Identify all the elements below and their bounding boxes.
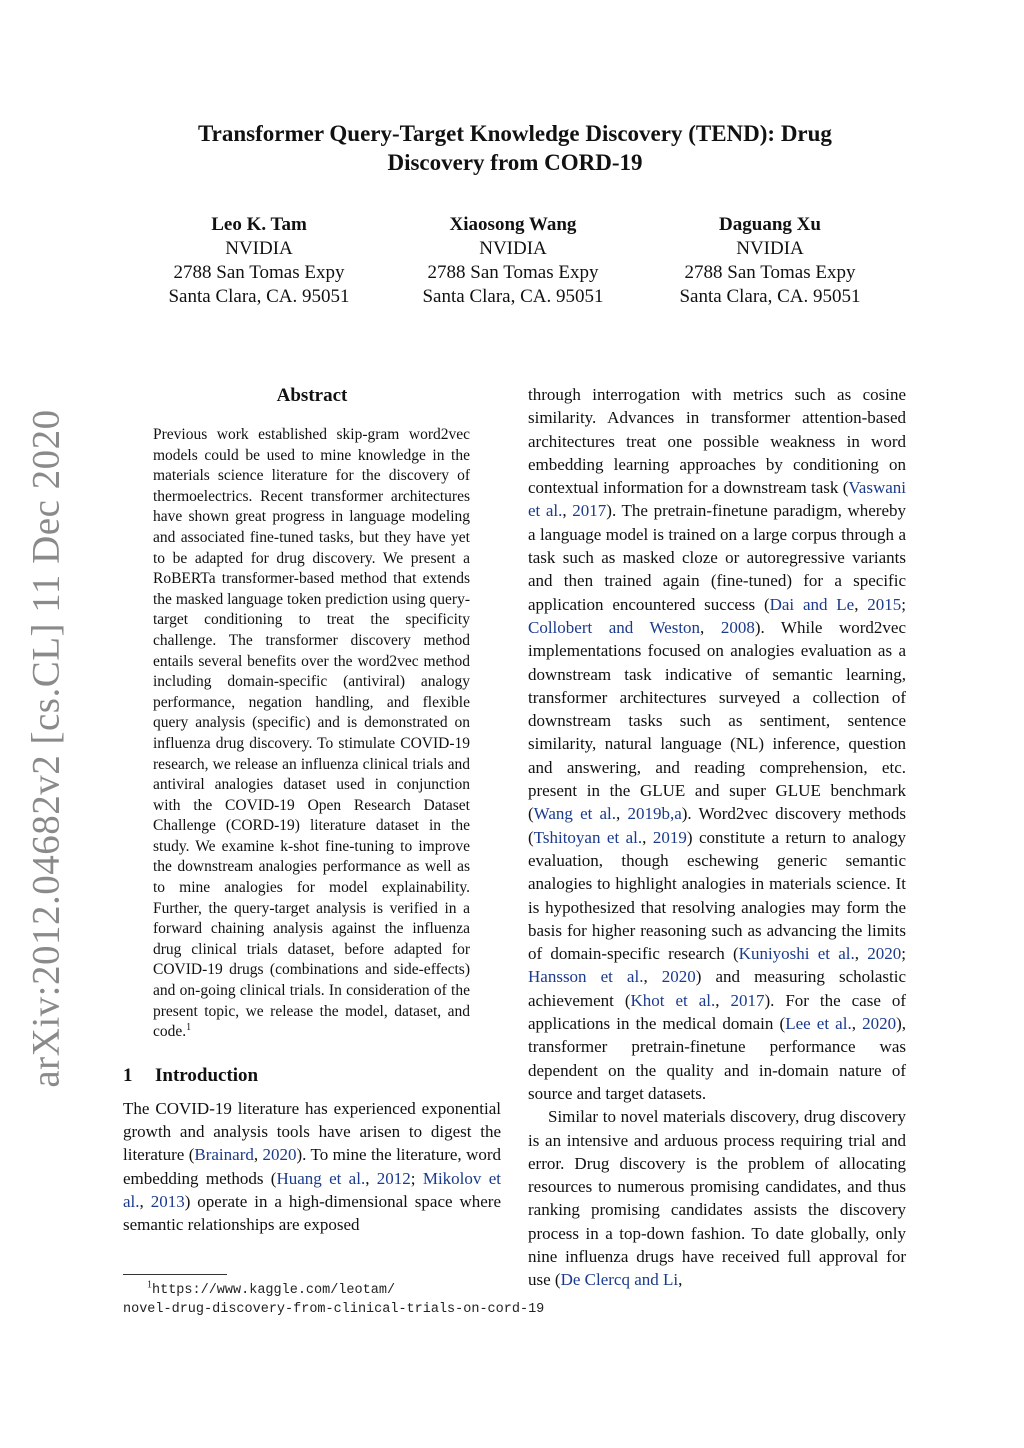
text-run: Similar to novel materials discovery, drug discovery is an intensive and arduous process requiring trial and error. Drug discovery is the problem of allocating resources to numerous promising candidates, and thus ranking promising candidates assists the discovery process in a top-down fashion. To date globally, only nine influenza drugs have received full approval for use ( <box>528 1107 906 1290</box>
text-run: , <box>643 967 662 987</box>
author-name: Daguang Xu <box>719 214 821 235</box>
footnote-divider <box>123 1274 227 1275</box>
text-run: The COVID-19 literature has experienced exponential growth and analysis tools have arisen to digest the literature ( <box>123 1098 501 1165</box>
author-block <box>0 213 1024 323</box>
text-run: ) constitute a return to analogy evaluation, though eschewing generic semantic analogies to highlight analogies in materials science. It is hypothesized that resolving analogies may form the basis for higher reasoning such as advancing the limits of domain-specific research ( <box>528 827 907 964</box>
title-line-2: Discovery from CORD-19 <box>387 150 643 175</box>
citation-link[interactable]: Lee et al. <box>785 1014 852 1034</box>
citation-link[interactable]: Tshitoyan et al. <box>533 827 643 847</box>
citation-link[interactable]: De Clercq and Li <box>560 1270 679 1290</box>
footnote-url-line-1[interactable]: https://www.kaggle.com/leotam/ <box>152 1283 396 1298</box>
text-run: ). To mine the literature, word embedding methods ( <box>123 1145 502 1188</box>
footnote-number: 1 <box>147 1279 152 1291</box>
author-2 <box>383 213 643 309</box>
text-run: ; <box>410 1168 423 1188</box>
abstract-heading: Abstract <box>276 385 348 406</box>
text-run: , <box>851 1014 863 1034</box>
left-column <box>123 383 501 1237</box>
text-run: , <box>854 594 868 614</box>
text-run: , <box>678 1270 683 1290</box>
text-run: , <box>715 990 731 1010</box>
citation-link[interactable]: Vaswani et al. <box>528 478 906 521</box>
section-number: 1 <box>123 1064 133 1086</box>
text-run: , <box>854 944 868 964</box>
arxiv-sidebar-stamp <box>22 408 70 1088</box>
text-run: ). Word2vec discovery methods ( <box>528 804 906 847</box>
author-org: NVIDIA <box>479 238 547 259</box>
citation-link[interactable]: Khot et al. <box>630 990 716 1010</box>
citation-link[interactable]: 2013 <box>150 1192 185 1211</box>
citation-link[interactable]: Kuniyoshi et al. <box>738 944 855 964</box>
citation-link[interactable]: 2012 <box>376 1168 411 1188</box>
text-run: ). For the case of applications in the medical domain ( <box>528 990 907 1034</box>
footnote <box>123 1281 603 1319</box>
citation-link[interactable]: 2017 <box>730 990 765 1010</box>
text-run: , <box>562 501 573 521</box>
text-run: , <box>616 804 628 824</box>
paper-title <box>120 119 910 177</box>
text-run: , <box>253 1145 263 1165</box>
arxiv-identifier: arXiv:2012.04682v2 [cs.CL] 11 Dec 2020 <box>24 408 68 1088</box>
text-run: , <box>139 1192 151 1211</box>
text-run: ). While word2vec implementations focused on analogies evaluation as a downstream task indicative of semantic learning, transformer architectures surveyed a collection of downstream tasks such as sentiment, sentence similarity, natural language (NL) inference, question and answering, and reading comprehension, etc. present in the GLUE and super GLUE benchmark ( <box>528 617 907 824</box>
citation-link[interactable]: Collobert and Weston <box>528 617 701 637</box>
citation-link[interactable]: Hansson et al. <box>528 967 644 987</box>
text-run: ). The pretrain-finetune paradigm, whereby a language model is trained on a large corpus through a task such as masked cloze or autoregressive variants and then trained again (fine-tuned) for a specific application encountered success ( <box>528 501 907 614</box>
citation-link[interactable]: 2020 <box>262 1145 297 1165</box>
intro-paragraph-3 <box>528 1105 906 1291</box>
footnote-url-line-2[interactable]: novel-drug-discovery-from-clinical-trials-on-cord-19 <box>123 1302 545 1317</box>
author-3 <box>640 213 900 309</box>
author-street: 2788 San Tomas Expy <box>173 262 345 283</box>
author-city: Santa Clara, CA. 95051 <box>168 286 350 307</box>
text-run: ) operate in a high-dimensional space where semantic relationships are exposed <box>123 1192 502 1235</box>
text-run: ; <box>901 594 906 614</box>
intro-paragraph-2 <box>528 383 906 1105</box>
citation-link[interactable]: 2020 <box>862 1014 897 1034</box>
text-run: , <box>700 617 721 637</box>
right-column <box>528 383 906 1292</box>
citation-link[interactable]: Dai and Le <box>769 594 855 614</box>
text-run: ), transformer pretrain-finetune performance was dependent on the quality and in-domain nature of source and target datasets. <box>528 1014 907 1103</box>
citation-link[interactable]: 2020 <box>661 967 696 987</box>
author-street: 2788 San Tomas Expy <box>684 262 856 283</box>
citation-link[interactable]: 2008 <box>720 617 755 637</box>
citation-link[interactable]: 2019b,a <box>627 804 682 824</box>
section-heading-introduction <box>123 1063 501 1089</box>
footnote-marker: 1 <box>186 1022 192 1034</box>
author-1 <box>129 213 389 309</box>
citation-link[interactable]: Wang et al. <box>533 804 617 824</box>
author-name: Leo K. Tam <box>211 214 307 235</box>
citation-link[interactable]: 2020 <box>867 944 902 964</box>
citation-link[interactable]: 2017 <box>572 501 607 521</box>
author-org: NVIDIA <box>225 238 293 259</box>
text-run: , <box>642 827 653 847</box>
title-line-1: Transformer Query-Target Knowledge Discovery (TEND): Drug <box>198 121 832 146</box>
citation-link[interactable]: Huang et al. <box>276 1168 366 1188</box>
author-city: Santa Clara, CA. 95051 <box>422 286 604 307</box>
citation-link[interactable]: Mikolov et al. <box>123 1168 501 1211</box>
abstract-body-text: Previous work established skip-gram word2vec models could be used to mine knowledge in the materials science literature for the discovery of thermoelectrics. Recent transformer architectures have shown great progress in language modeling and associated fine-tuned tasks, but they have yet to be adapted for drug discovery. We present a RoBERTa transformer-based method that extends the masked language token prediction using query-target conditioning to treat the specificity challenge. The transformer discovery method entails several benefits over the word2vec method including domain-specific (antiviral) analogy performance, negation handling, and flexible query analysis (specific) and is demonstrated on influenza drug discovery. To stimulate COVID-19 research, we release an influenza clinical trials and antiviral analogies dataset used in conjunction with the COVID-19 Open Research Dataset Challenge (CORD-19) literature dataset in the study. We examine k-shot fine-tuning to improve the downstream analogies performance as well as to mine analogies for model explainability. Further, the query-target analysis is verified in a forward chaining analysis against the influenza drug clinical trials dataset, before adapted for COVID-19 drugs (combinations and side-effects) and on-going clinical trials. In consideration of the present topic, we release the model, dataset, and code. <box>153 426 470 1041</box>
author-street: 2788 San Tomas Expy <box>427 262 599 283</box>
text-run: ; <box>901 944 906 964</box>
text-run: ) and measuring scholastic achievement ( <box>528 967 907 1010</box>
text-run: , <box>365 1168 377 1188</box>
citation-link[interactable]: 2019 <box>652 827 687 847</box>
intro-paragraph-1 <box>123 1097 501 1237</box>
author-name: Xiaosong Wang <box>449 214 577 235</box>
section-title: Introduction <box>155 1064 259 1086</box>
citation-link[interactable]: Brainard <box>194 1145 254 1165</box>
text-run: through interrogation with metrics such as cosine similarity. Advances in transformer attention-based architectures treat one possible weakness in word embedding learning approaches by conditioning on contextual information for a downstream task ( <box>528 385 906 498</box>
author-city: Santa Clara, CA. 95051 <box>679 286 861 307</box>
abstract-text <box>153 425 470 1043</box>
citation-link[interactable]: 2015 <box>867 594 902 614</box>
author-org: NVIDIA <box>736 238 804 259</box>
